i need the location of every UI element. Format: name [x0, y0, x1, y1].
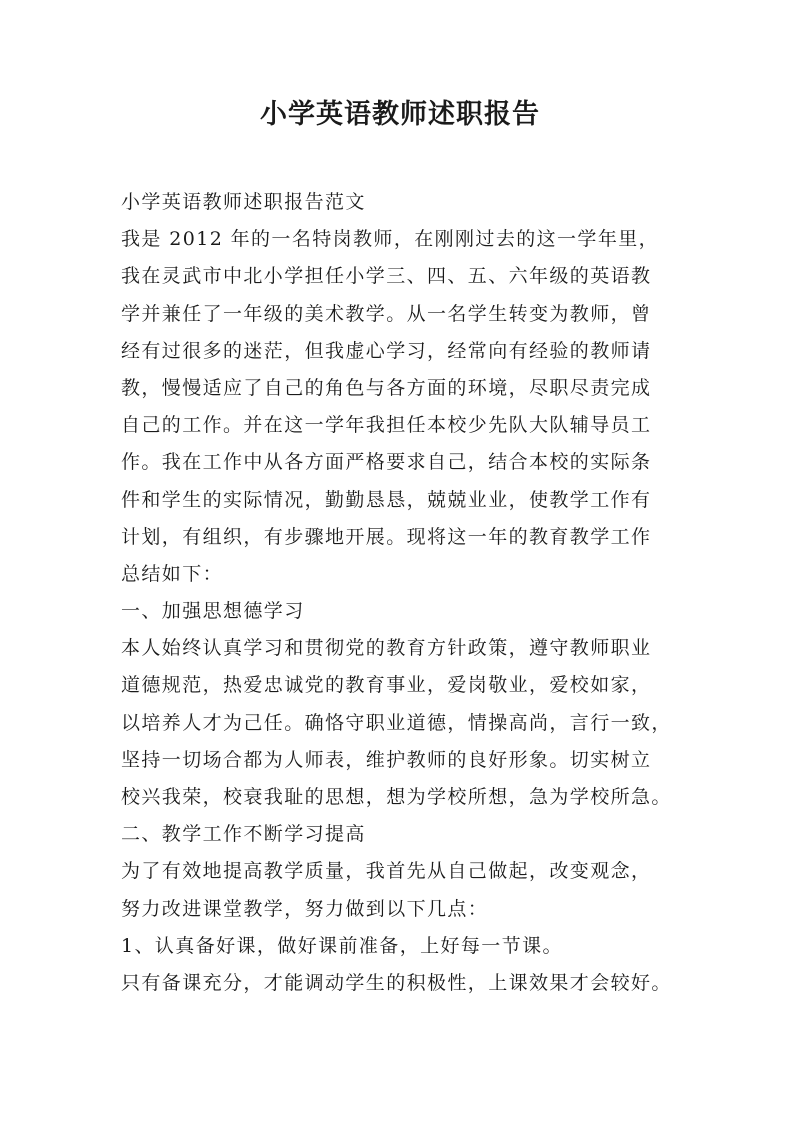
body-line: 本人始终认真学习和贯彻党的教育方针政策，遵守教师职业 — [121, 637, 652, 660]
body-line: 我是 2012 年的一名特岗教师，在刚刚过去的这一学年里， — [121, 228, 660, 251]
section-heading: 一、加强思想德学习 — [121, 600, 305, 623]
section-heading: 二、教学工作不断学习提高 — [121, 823, 366, 846]
body-line: 自己的工作。并在这一学年我担任本校少先队大队辅导员工 — [121, 414, 652, 437]
document-title: 小学英语教师述职报告 — [260, 99, 540, 130]
body-line: 校兴我荣，校衰我耻的思想，想为学校所想，急为学校所急。 — [121, 786, 672, 808]
body-line: 为了有效地提高教学质量，我首先从自己做起，改变观念， — [121, 860, 652, 883]
body-line: 只有备课充分，才能调动学生的积极性，上课效果才会较好。 — [121, 971, 672, 994]
document-body — [121, 184, 691, 1002]
body-line: 总结如下： — [121, 562, 224, 585]
body-line: 以培养人才为己任。确恪守职业道德，情操高尚，言行一致， — [121, 711, 672, 734]
body-line: 教，慢慢适应了自己的角色与各方面的环境，尽职尽责完成 — [121, 376, 652, 399]
body-line: 小学英语教师述职报告范文 — [121, 191, 366, 213]
body-line: 计划，有组织，有步骤地开展。现将这一年的教育教学工作 — [121, 525, 652, 548]
body-line: 努力改进课堂教学，努力做到以下几点： — [121, 897, 489, 920]
body-line: 坚持一切场合都为人师表，维护教师的良好形象。切实树立 — [121, 748, 652, 771]
body-line: 作。我在工作中从各方面严格要求自己，结合本校的实际条 — [121, 451, 652, 474]
body-line: 件和学生的实际情况，勤勤恳恳，兢兢业业，使教学工作有 — [121, 488, 652, 511]
body-line: 学并兼任了一年级的美术教学。从一名学生转变为教师，曾 — [121, 302, 652, 325]
body-line: 经有过很多的迷茫，但我虚心学习，经常向有经验的教师请 — [121, 339, 652, 362]
body-line: 我在灵武市中北小学担任小学三、四、五、六年级的英语教 — [121, 265, 652, 288]
body-line: 道德规范，热爱忠诚党的教育事业，爱岗敬业，爱校如家， — [121, 674, 652, 697]
list-item: 1、认真备好课，做好课前准备，上好每一节课。 — [121, 934, 563, 957]
